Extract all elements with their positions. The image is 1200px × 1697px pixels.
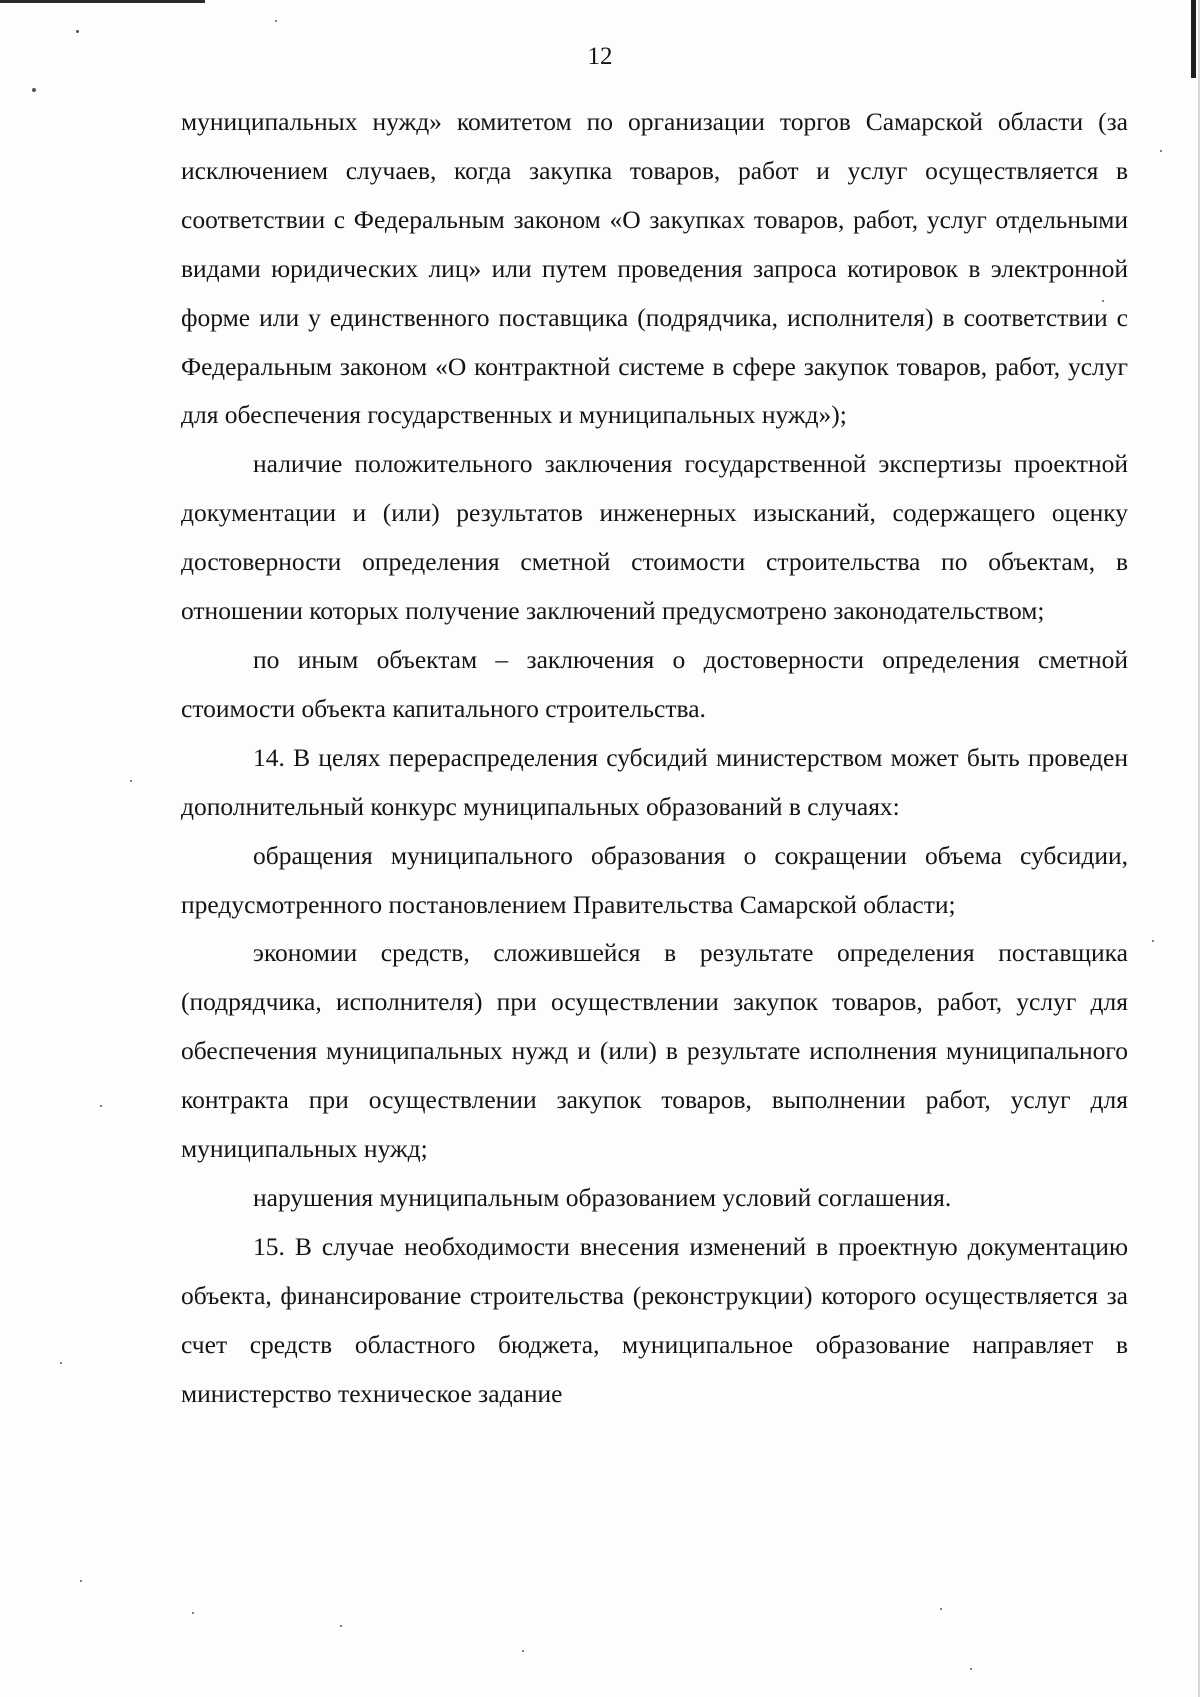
scan-speck: [1102, 300, 1104, 302]
scan-speck: [522, 1650, 524, 1652]
paragraph: нарушения муниципальным образованием условий соглашения.: [253, 1182, 952, 1212]
document-body: [181, 98, 1128, 1418]
paragraph: 14. В целях перераспределения субсидий министерством может быть проведен дополнительный конкурс муниципальных образований в случаях:: [181, 742, 1128, 821]
scan-speck: [192, 1612, 194, 1614]
scan-speck: [940, 1608, 942, 1610]
scan-speck: [100, 1105, 102, 1107]
paragraph: муниципальных нужд» комитетом по организации торгов Самарской области (за исключением случаев, когда закупка товаров, работ и услуг осуществляется в соответствии с Федеральным законом «О закупках товаров, работ, услуг отдельными видами юридических лиц» или путем проведения запроса котировок в электронной форме или у единственного поставщика (подрядчика, исполнителя) в соответствии с Федеральным законом «О контрактной системе в сфере закупок товаров, работ, услуг для обеспечения государственных и муниципальных нужд»);: [181, 107, 1128, 430]
scan-edge-right: [1191, 0, 1196, 78]
paragraph: наличие положительного заключения государственной экспертизы проектной документации и (или) результатов инженерных изысканий, содержащего оценку достоверности определения сметной стоимости строительства по объектам, в отношении которых получение заключений предусмотрено законодательством;: [181, 449, 1128, 626]
scan-speck: [130, 780, 132, 782]
scan-speck: [80, 1580, 82, 1582]
paragraph: экономии средств, сложившейся в результате определения поставщика (подрядчика, исполнителя) при осуществлении закупок товаров, работ, услуг для обеспечения муниципальных нужд и (или) в результате исполнения муниципального контракта при осуществлении закупок товаров, выполнении работ, услуг для муниципальных нужд;: [181, 938, 1128, 1164]
paragraph: 15. В случае необходимости внесения изменений в проектную документацию объекта, финансирование строительства (реконструкции) которого осуществляется за счет средств областного бюджета, муниципальное образование направляет в министерство техническое задание: [181, 1231, 1128, 1408]
paragraph: обращения муниципального образования о сокращении объема субсидии, предусмотренного постановлением Правительства Самарской области;: [181, 840, 1128, 919]
scan-speck: [32, 88, 36, 92]
scan-speck: [76, 30, 79, 33]
scan-speck: [1160, 150, 1162, 152]
scan-edge-top: [0, 0, 205, 3]
paragraph: по иным объектам – заключения о достоверности определения сметной стоимости объекта капитального строительства.: [181, 644, 1128, 723]
scan-speck: [340, 1625, 342, 1627]
page-number: 12: [587, 43, 613, 70]
scan-speck: [275, 20, 277, 22]
scan-speck: [970, 1668, 972, 1670]
scan-speck: [1152, 940, 1154, 942]
scan-speck: [60, 1362, 62, 1364]
